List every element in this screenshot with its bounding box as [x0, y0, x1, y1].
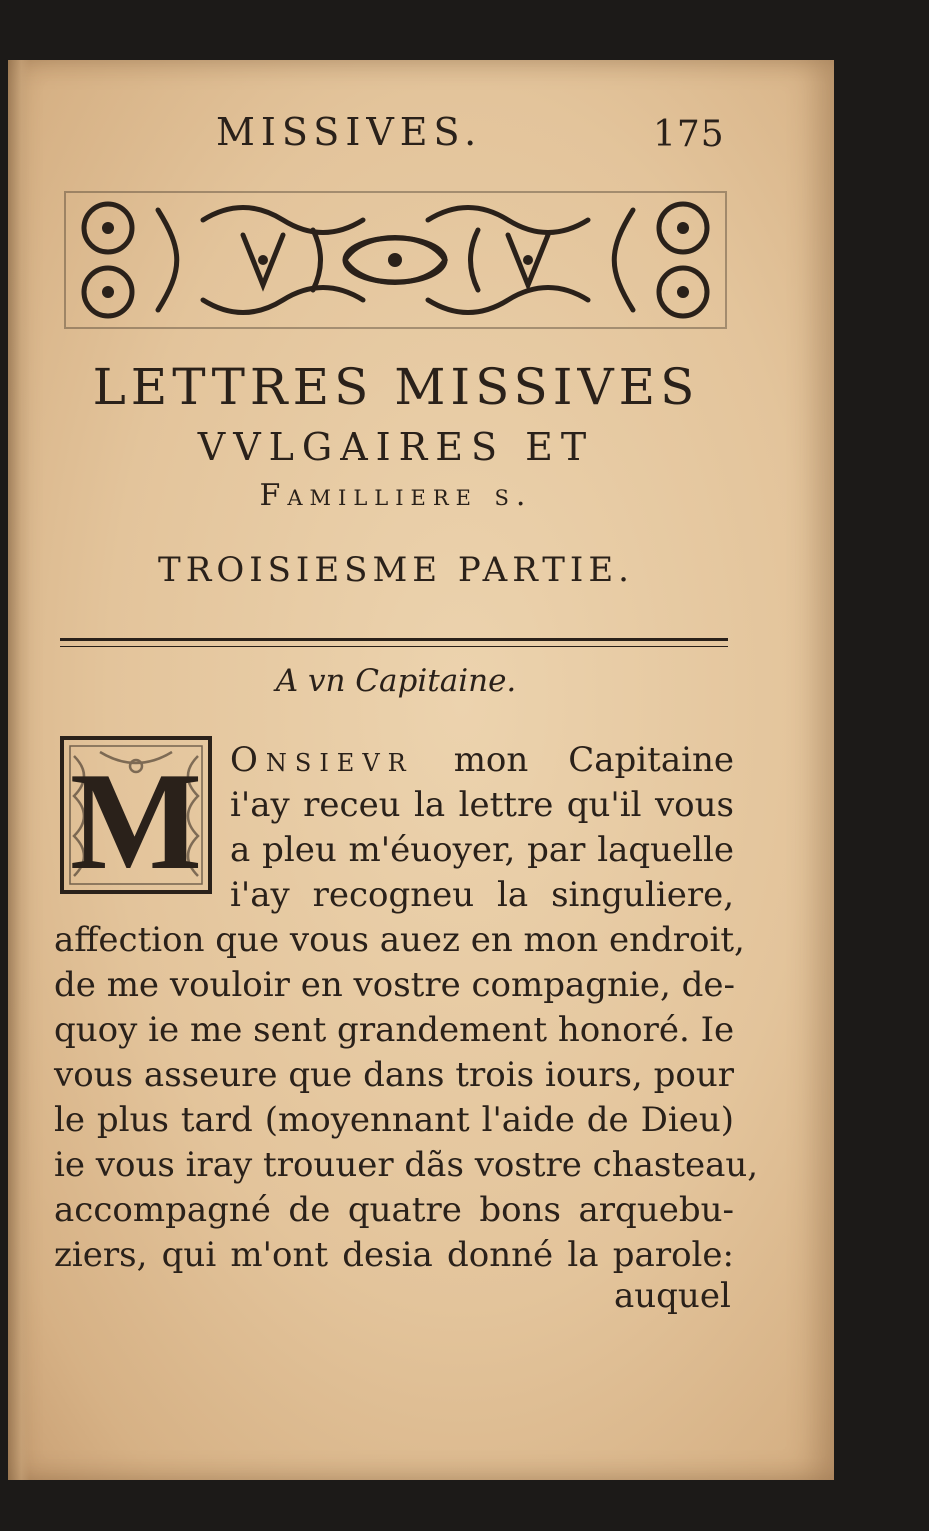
- ornamental-headpiece: [63, 190, 728, 330]
- text-line: Onsievr mon Capitaine: [230, 740, 735, 780]
- svg-text:M: M: [69, 744, 203, 894]
- text-line: vous asseure que dans trois iours, pour: [54, 1055, 734, 1095]
- page-gutter-shadow: [8, 60, 30, 1480]
- text-line: le plus tard (moyennant l'aide de Dieu): [54, 1100, 734, 1140]
- catchword: auquel: [614, 1276, 731, 1316]
- decorated-initial-m: [60, 736, 212, 894]
- letter-salutation: A vn Capitaine.: [275, 663, 517, 699]
- title-line-1: LETTRES MISSIVES: [92, 358, 700, 416]
- title-line-2: VVLGAIRES ET: [197, 425, 595, 469]
- text-line: ie vous iray trouuer dãs vostre chasteau,: [54, 1145, 759, 1185]
- page-number: 175: [653, 114, 725, 155]
- running-head: MISSIVES.: [216, 110, 483, 154]
- text-line: quoy ie me sent grandement honoré. Ie: [54, 1010, 735, 1050]
- text-line: i'ay receu la lettre qu'il vous: [230, 785, 734, 825]
- text-line: ziers, qui m'ont desia donné la parole:: [54, 1235, 734, 1275]
- title-line-3: Familliere s.: [259, 478, 533, 513]
- book-page: [8, 60, 834, 1480]
- text-line: de me vouloir en vostre compagnie, de-: [54, 965, 735, 1005]
- text-line: i'ay recogneu la singuliere,: [230, 875, 734, 915]
- text-line: affection que vous auez en mon endroit,: [54, 920, 745, 960]
- double-rule-divider: [60, 638, 728, 647]
- text-line: a pleu m'éuoyer, par laquelle: [230, 830, 734, 870]
- text-line: accompagné de quatre bons arquebu-: [54, 1190, 734, 1230]
- part-title: TROISIESME PARTIE.: [158, 550, 634, 590]
